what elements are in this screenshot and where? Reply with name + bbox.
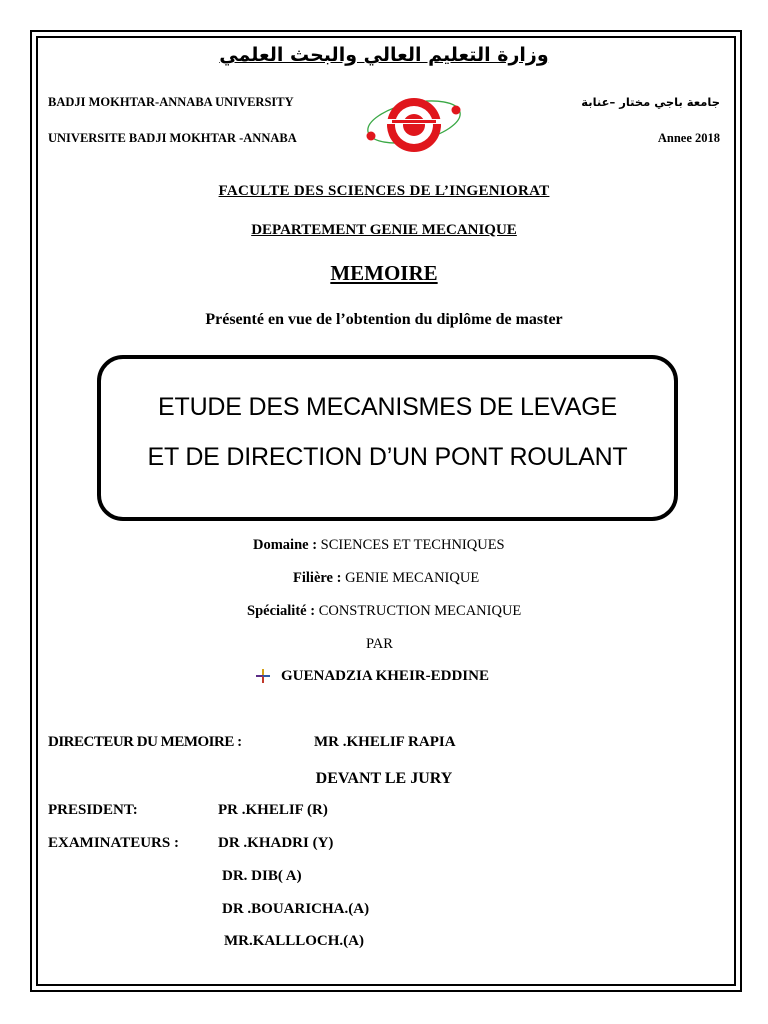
president-name: PR .KHELIF (R) — [218, 802, 328, 818]
department-name: DEPARTEMENT GENIE MECANIQUE — [251, 222, 517, 238]
university-logo — [362, 84, 466, 160]
examiner-name: MR.KALLLOCH.(A) — [224, 933, 364, 949]
domaine-value: SCIENCES ET TECHNIQUES — [320, 537, 505, 553]
examiner-name: DR .KHADRI (Y) — [218, 835, 334, 851]
university-name-french: UNIVERSITE BADJI MOKHTAR -ANNABA — [48, 131, 297, 145]
examiner-name: DR .BOUARICHA.(A) — [222, 901, 370, 917]
filiere-label: Filière : — [293, 570, 346, 586]
jury-heading: DEVANT LE JURY — [315, 770, 453, 787]
university-name-english: BADJI MOKHTAR-ANNABA UNIVERSITY — [48, 95, 294, 109]
domaine-label: Domaine : — [253, 537, 321, 553]
president-label: PRESIDENT: — [48, 802, 138, 818]
thesis-title-box — [97, 355, 678, 521]
author-name: GUENADZIA KHEIR-EDDINE — [281, 668, 489, 684]
filiere-value: GENIE MECANIQUE — [345, 570, 480, 586]
presented-for: Présenté en vue de l’obtention du diplôme de master — [205, 311, 563, 328]
cross-bullet-icon — [256, 669, 270, 683]
specialite-label: Spécialité : — [247, 603, 319, 619]
director-label: DIRECTEUR DU MEMOIRE : — [48, 734, 242, 750]
specialite-value: CONSTRUCTION MECANIQUE — [318, 603, 522, 619]
ministry-name-arabic: وزارة التعليم العالي والبحث العلمي — [219, 44, 549, 66]
domaine-row — [253, 537, 505, 554]
par-label: PAR — [366, 636, 393, 652]
director-name: MR .KHELIF RAPIA — [314, 734, 456, 750]
thesis-title-line-1: ETUDE DES MECANISMES DE LEVAGE — [158, 393, 617, 421]
examiner-name: DR. DIB( A) — [222, 868, 302, 884]
university-name-arabic: جامعة باجي مختار –عنابة — [581, 95, 720, 109]
filiere-row — [293, 570, 479, 587]
document-type: MEMOIRE — [330, 261, 438, 285]
faculty-name: FACULTE DES SCIENCES DE L’INGENIORAT — [218, 183, 550, 199]
examiners-label: EXAMINATEURS : — [48, 835, 179, 851]
thesis-title-line-2: ET DE DIRECTION D’UN PONT ROULANT — [147, 443, 628, 471]
academic-year: Annee 2018 — [657, 131, 720, 145]
specialite-row — [247, 603, 521, 620]
